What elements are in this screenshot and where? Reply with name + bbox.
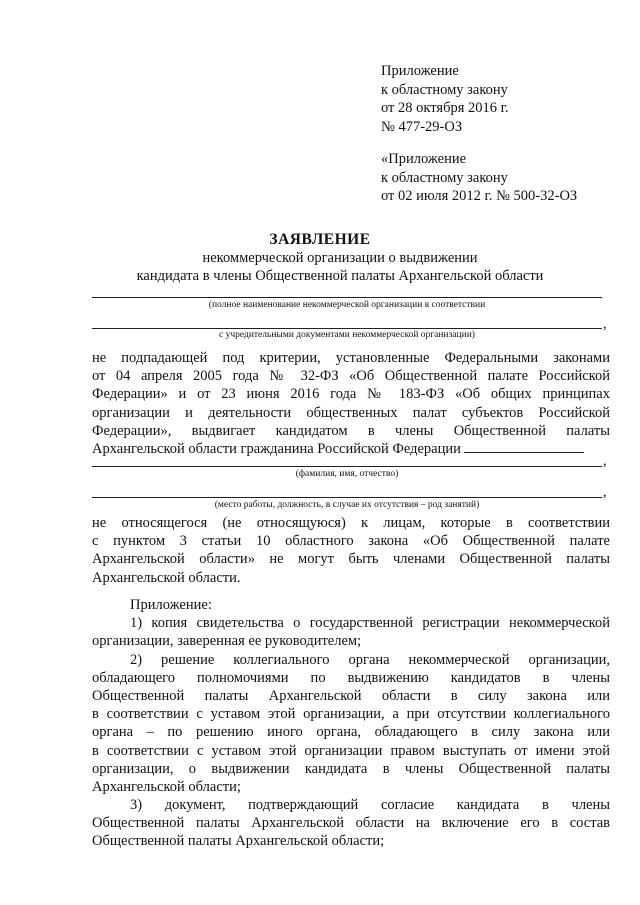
attachment-item-2-line: органа – по решению иного органа, обладающего в силу закона или [92, 724, 610, 741]
text-line: Архангельской области гражданина Российской Федерации [92, 440, 461, 457]
attachment-item-2-line: в соответствии с уставом этой организации, а при отсутствии коллегиального [92, 706, 610, 723]
text-line: Архангельской области» не могут быть членами Общественной палаты [92, 551, 610, 568]
text-line-with-blank [92, 440, 610, 458]
candidate-name-fill-line[interactable] [92, 466, 602, 467]
attachment-item-2-line: 2) решение коллегиального органа некоммерческой организации, [130, 651, 610, 668]
candidate-work-caption: (место работы, должность, в случае их отсутствия – род занятий) [214, 500, 480, 510]
text-line: от 04 апреля 2005 года № 32-ФЗ «Об Общественной палате Российской [92, 368, 610, 385]
attachment-item-2-line: в соответствии с уставом этой организации правом выступать от имени этой [92, 742, 610, 759]
appendix-line: от 02 июля 2012 г. № 500-32-ОЗ [381, 188, 578, 204]
attachment-item-3-line: Общественной палаты Архангельской области; [92, 833, 385, 850]
org-name-caption: (полное наименование некоммерческой организации в соответствии [208, 300, 486, 310]
attachment-item-1-line: организации, заверенная ее руководителем; [92, 633, 362, 650]
appendix-line: Приложение [381, 63, 459, 79]
citizen-name-fill-line[interactable] [464, 440, 584, 453]
appendix-original-law [381, 150, 577, 206]
candidate-name-caption: (фамилия, имя, отчество) [295, 469, 399, 479]
document-title: ЗАЯВЛЕНИЕ [269, 231, 371, 248]
appendix-line: № 477-29-ОЗ [381, 118, 463, 135]
attachments-list [92, 596, 610, 851]
attachment-item-2-line: Архангельской области; [92, 778, 241, 795]
appendix-line: «Приложение [381, 151, 467, 167]
text-line: не относящегося (не относящуюся) к лицам, которые в соответствии [92, 515, 610, 531]
text-line: Архангельской области. [92, 569, 241, 586]
attachment-item-2-line: обладающего полномочиями по выдвижению кандидатов в члены [92, 669, 610, 686]
body-paragraph-eligibility [92, 514, 610, 587]
appendix-line: от 28 октября 2016 г. [381, 100, 509, 116]
fill-line-comma: , [603, 453, 607, 469]
candidate-work-fill-line[interactable] [92, 497, 602, 498]
org-name-fill-line[interactable] [92, 328, 602, 329]
attachment-item-3-line: Общественной палаты Архангельской области на включение его в состав [92, 815, 610, 832]
attachment-item-3-line: 3) документ, подтверждающий согласие кандидата в члены [130, 797, 610, 814]
appendix-current-law [381, 62, 509, 136]
body-paragraph-criteria [92, 349, 610, 458]
text-line: Федерации» и от 23 июня 2016 года № 183-ФЗ «Об общих принципах [92, 386, 610, 403]
fill-line-comma: , [603, 316, 607, 332]
text-line: организации и деятельности общественных палат субъектов Российской [92, 404, 610, 421]
appendix-line: к областному закону [381, 81, 508, 98]
attachment-item-2-line: организации, о выдвижении кандидата в члены Общественной палаты [92, 760, 610, 777]
document-subtitle-line: кандидата в члены Общественной палаты Архангельской области [136, 268, 544, 284]
org-name-caption: с учредительными документами некоммерческой организации) [219, 330, 475, 340]
text-line: Федерации», выдвигает кандидатом в члены Общественной палаты [92, 422, 610, 439]
org-name-fill-line[interactable] [92, 297, 602, 298]
appendix-line: к областному закону [381, 169, 508, 186]
attachments-heading: Приложение: [130, 597, 212, 613]
attachment-item-2-line: Общественной палаты Архангельской области в силу закона или [92, 687, 610, 704]
text-line: с пунктом 3 статьи 10 областного закона «Об Общественной палате [92, 533, 610, 550]
fill-line-comma: , [603, 484, 607, 500]
document-subtitle-line: некоммерческой организации о выдвижении [202, 250, 478, 266]
attachment-item-1-line: 1) копия свидетельства о государственной регистрации некоммерческой [130, 615, 610, 632]
text-line: не подпадающей под критерии, установленные Федеральными законами [92, 350, 610, 366]
